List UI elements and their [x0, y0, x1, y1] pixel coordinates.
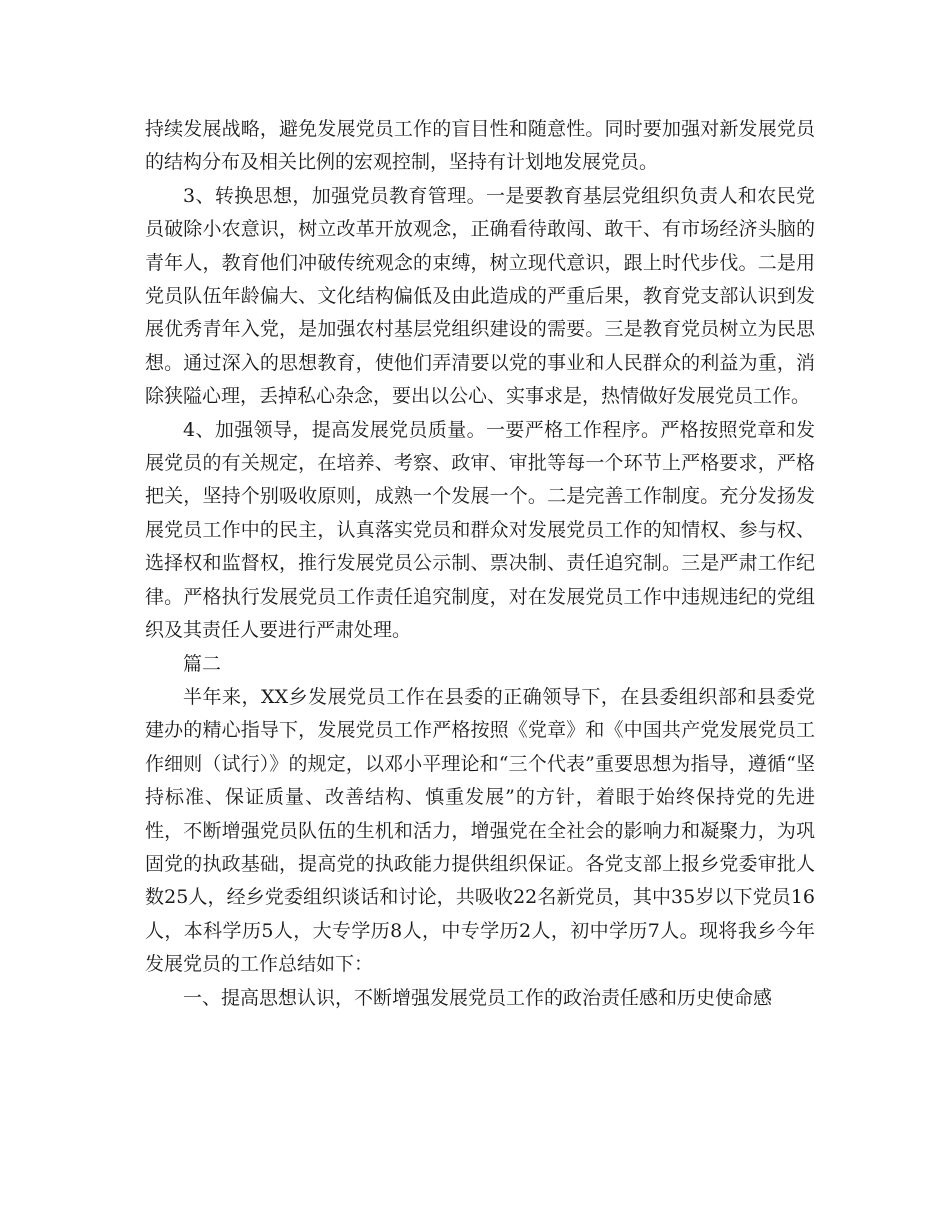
- paragraph-half-year-summary: 半年来，XX乡发展党员工作在县委的正确领导下，在县委组织部和县委党建办的精心指导下，发展党员工作严格按照《党章》和《中国共产党发展党员工作细则（试行）》的规定，以邓小平理论和“三个代表”重要思想为指导，遵循“坚持标准、保证质量、改善结构、慎重发展”的方针，着眼于始终保持党的先进性，不断增强党员队伍的生机和活力，增强党在全社会的影响力和凝聚力，为巩固党的执政基础，提高党的执政能力提供组织保证。各党支部上报乡党委审批人数25人，经乡党委组织谈话和讨论，共吸收22名新党员，其中35岁以下党员16人，本科学历5人，大专学历8人，中专学历2人，初中学历7人。现将我乡今年发展党员的工作总结如下：: [145, 685, 815, 976]
- section-heading-one: 一、提高思想认识，不断增强发展党员工作的政治责任感和历史使命感: [183, 986, 773, 1009]
- document-body: [145, 113, 815, 1015]
- paragraph-continuation: 持续发展战略，避免发展党员工作的盲目性和随意性。同时要加强对新发展党员的结构分布及相关比例的宏观控制，坚持有计划地发展党员。: [145, 118, 815, 174]
- paragraph-point-3: 3、转换思想，加强党员教育管理。一是要教育基层党组织负责人和农民党员破除小农意识，树立改革开放观念，正确看待敢闯、敢干、有市场经济头脑的青年人，教育他们冲破传统观念的束缚，树立现代意识，跟上时代步伐。二是用党员队伍年龄偏大、文化结构偏低及由此造成的严重后果，教育党支部认识到发展优秀青年入党，是加强农村基层党组织建设的需要。三是教育党员树立为民思想。通过深入的思想教育，使他们弄清要以党的事业和人民群众的利益为重，消除狭隘心理，丢掉私心杂念，要出以公心、实事求是，热情做好发展党员工作。: [145, 184, 815, 408]
- section-heading-part-two: 篇二: [183, 652, 222, 675]
- paragraph-point-4: 4、加强领导，提高发展党员质量。一要严格工作程序。严格按照党章和发展党员的有关规定，在培养、考察、政审、审批等每一个环节上严格要求，严格把关，坚持个别吸收原则，成熟一个发展一个。二是完善工作制度。充分发扬发展党员工作中的民主，认真落实党员和群众对发展党员工作的知情权、参与权、选择权和监督权，推行发展党员公示制、票决制、责任追究制。三是严肃工作纪律。严格执行发展党员工作责任追究制度，对在发展党员工作中违规违纪的党组织及其责任人要进行严肃处理。: [145, 418, 815, 642]
